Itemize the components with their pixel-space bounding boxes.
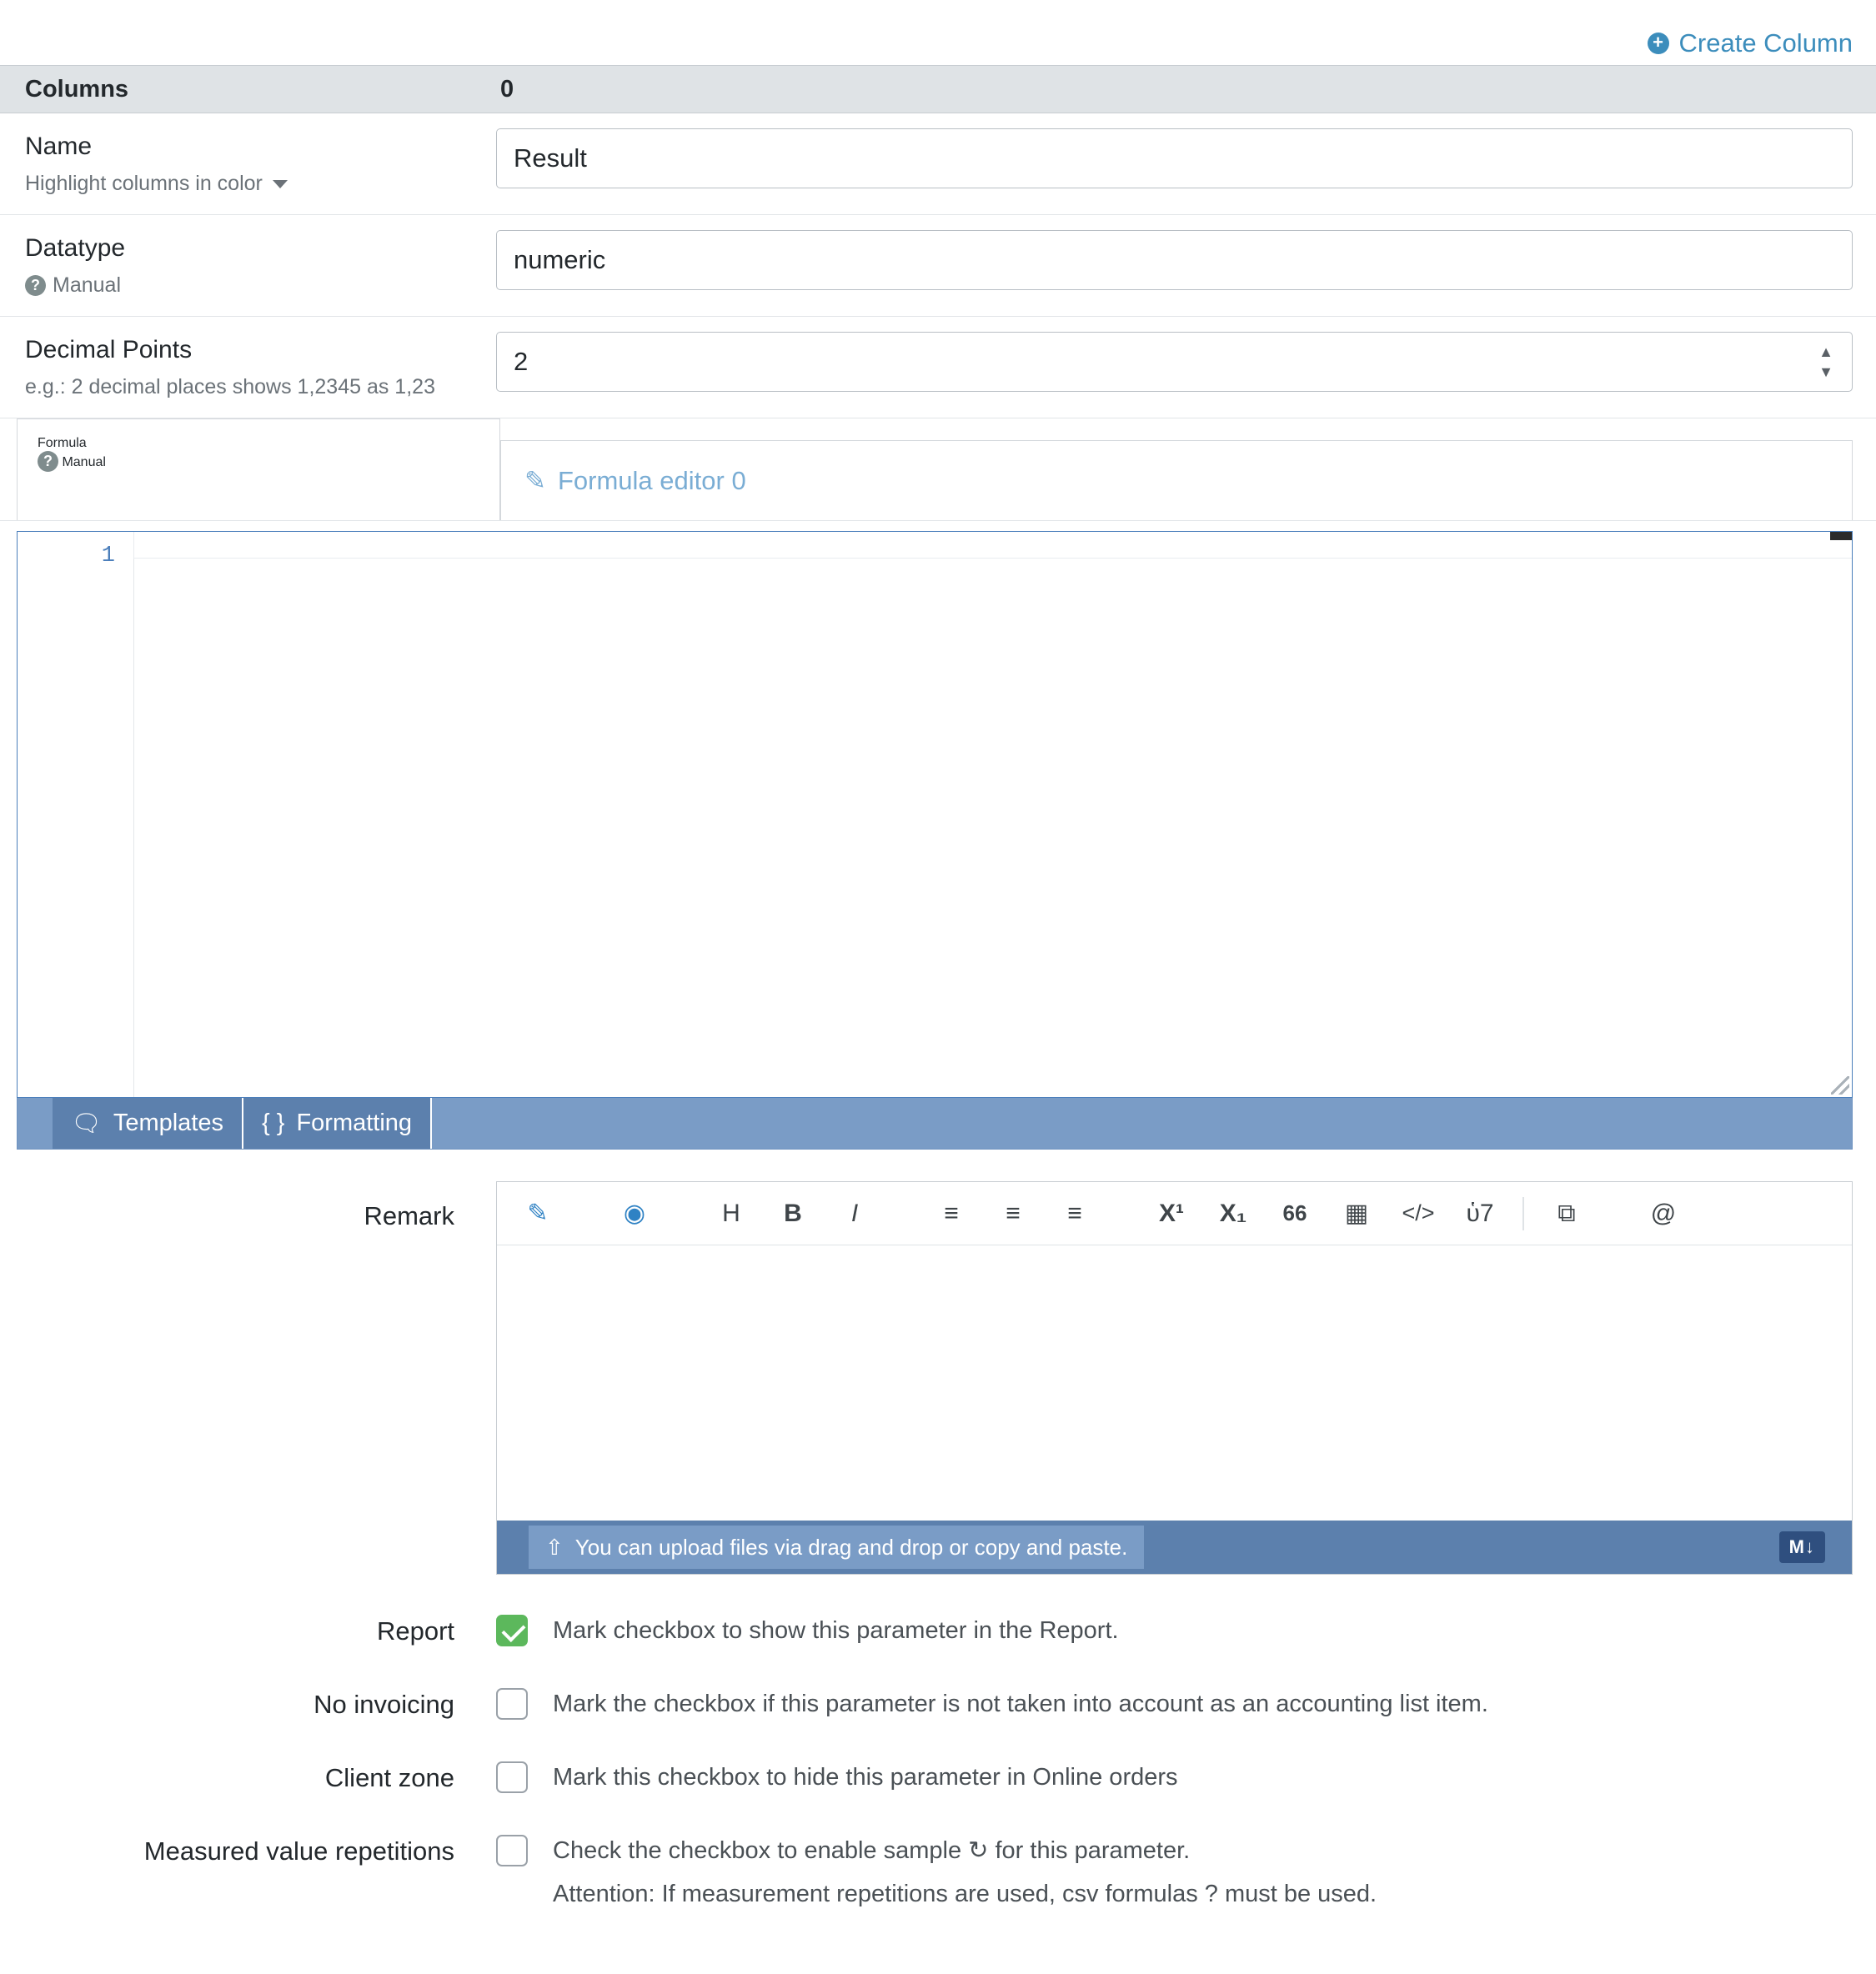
superscript-icon[interactable]: X¹ [1159,1199,1184,1227]
remark-toolbar [497,1182,1852,1245]
checklist-icon[interactable]: ≡ [1067,1199,1082,1227]
name-label: Name [25,133,93,160]
client-zone-description: Mark this checkbox to hide this parameter in Online orders [553,1764,1178,1791]
datatype-label: Datatype [25,234,126,262]
measured-value-repetitions-description [553,1833,1377,1911]
no-invoicing-label: No invoicing [314,1690,454,1720]
template-icon: 🗨 [71,1110,102,1137]
datatype-label-cell [0,215,496,316]
create-column-button[interactable] [1648,28,1853,58]
italic-icon[interactable]: I [850,1199,859,1227]
top-action-bar [0,0,1876,65]
datatype-sublabel-wrap [25,273,479,298]
name-input[interactable]: Result [496,128,1853,188]
formula-code-editor[interactable] [17,531,1853,1098]
editor-tab-strip [17,1098,1853,1150]
decimal-points-row [0,317,1876,418]
client-zone-checkbox-row [0,1760,1876,1795]
client-zone-label: Client zone [324,1763,454,1793]
measured-value-repetitions-row [0,1833,1876,1911]
decimal-points-label: Decimal Points [25,336,193,363]
pencil-icon: ✎ [524,465,546,495]
tab-formatting-label: Formatting [296,1110,413,1136]
formula-sublabel-wrap [38,451,479,472]
measured-value-repetitions-label: Measured value repetitions [143,1836,454,1866]
create-column-label: Create Column [1678,28,1853,58]
measured-value-repetitions-text: Check the checkbox to enable sample ↻ for this parameter. [553,1837,1191,1865]
edit-icon[interactable]: ✎ [527,1200,549,1227]
columns-header-title: Columns [25,75,129,103]
measured-value-repetitions-checkbox[interactable] [496,1835,528,1866]
decimal-points-value: 2 [514,347,529,376]
remark-label: Remark [364,1201,454,1230]
number-stepper-icon[interactable]: ▲ ▼ [1818,343,1833,380]
upload-hint-label: You can upload files via drag and drop or copy and paste. [574,1534,1128,1560]
code-scroll-indicator[interactable] [1830,532,1852,540]
tab-templates-label: Templates [113,1110,223,1136]
plus-circle-icon: + [1648,33,1669,54]
preview-eye-icon[interactable]: ◉ [623,1200,646,1227]
highlight-columns-dropdown[interactable] [25,172,479,196]
report-label: Report [376,1616,454,1646]
mention-icon[interactable]: @ [1650,1199,1677,1227]
resize-handle-icon[interactable] [1831,1076,1849,1095]
bold-icon[interactable]: B [784,1199,802,1227]
numbered-list-icon[interactable]: ≡ [1006,1199,1021,1227]
braces-icon: { } [262,1110,285,1136]
formula-editor-label: Formula editor 0 [557,465,746,495]
decimal-points-field-cell [496,317,1876,407]
help-icon[interactable]: ? [25,275,46,296]
datatype-sublabel: Manual [53,273,121,297]
code-text-area[interactable] [134,532,1852,1097]
client-zone-checkbox[interactable] [496,1761,528,1793]
code-line-1[interactable] [133,532,1852,559]
formula-sublabel: Manual [62,455,106,469]
datatype-row [0,215,1876,317]
highlight-columns-label: Highlight columns in color [25,172,263,195]
remark-row [0,1150,1876,1575]
name-label-cell [0,113,496,214]
datatype-field-cell [496,215,1876,305]
decimal-points-label-cell [0,317,496,418]
markdown-badge[interactable]: M↓ [1779,1531,1825,1563]
formula-label: Formula [38,436,87,450]
no-invoicing-checkbox[interactable] [496,1688,528,1720]
report-description: Mark checkbox to show this parameter in the Report. [553,1617,1119,1644]
tab-templates[interactable] [53,1098,243,1149]
decimal-points-hint: e.g.: 2 decimal places shows 1,2345 as 1,23 [25,375,435,398]
datatype-input[interactable]: numeric [496,230,1853,290]
table-icon[interactable]: ▦ [1344,1200,1369,1227]
report-checkbox[interactable] [496,1615,528,1646]
heading-icon[interactable]: H [722,1199,740,1227]
decimal-points-input[interactable] [496,332,1853,392]
remark-editor-footer [497,1521,1852,1574]
formula-row [0,418,1876,521]
tab-formatting[interactable] [243,1098,432,1149]
name-row [0,113,1876,215]
formula-field-cell [500,418,1876,520]
code-line-number: 1 [101,544,115,569]
chevron-down-icon [273,180,288,188]
code-gutter [18,532,134,1097]
upload-icon: ⇧ [545,1534,564,1560]
no-invoicing-checkbox-row [0,1686,1876,1721]
formula-editor-box [500,440,1853,520]
subscript-icon[interactable]: X₁ [1219,1199,1247,1227]
no-invoicing-description: Mark the checkbox if this parameter is not taken into account as an accounting list item. [553,1691,1488,1718]
remark-editor [496,1181,1853,1575]
columns-header-row [0,65,1876,113]
help-icon[interactable]: ? [38,451,58,472]
formula-editor-button[interactable] [524,466,746,496]
code-icon[interactable]: </> [1402,1200,1435,1225]
link-icon[interactable]: ὑ7 [1466,1199,1494,1227]
quote-icon[interactable]: 66 [1282,1200,1307,1225]
toolbar-divider [1522,1197,1524,1230]
remark-textarea[interactable] [497,1245,1852,1521]
image-search-icon[interactable]: ⧉ [1557,1199,1576,1227]
columns-header-index: 0 [500,75,514,103]
measured-value-repetitions-subtext: Attention: If measurement repetitions are used, csv formulas ? must be used. [553,1881,1377,1908]
formula-label-cell [17,418,500,520]
report-checkbox-row [0,1613,1876,1648]
name-field-cell [496,113,1876,203]
upload-hint[interactable] [529,1526,1144,1569]
bullet-list-icon[interactable]: ≡ [944,1199,959,1227]
